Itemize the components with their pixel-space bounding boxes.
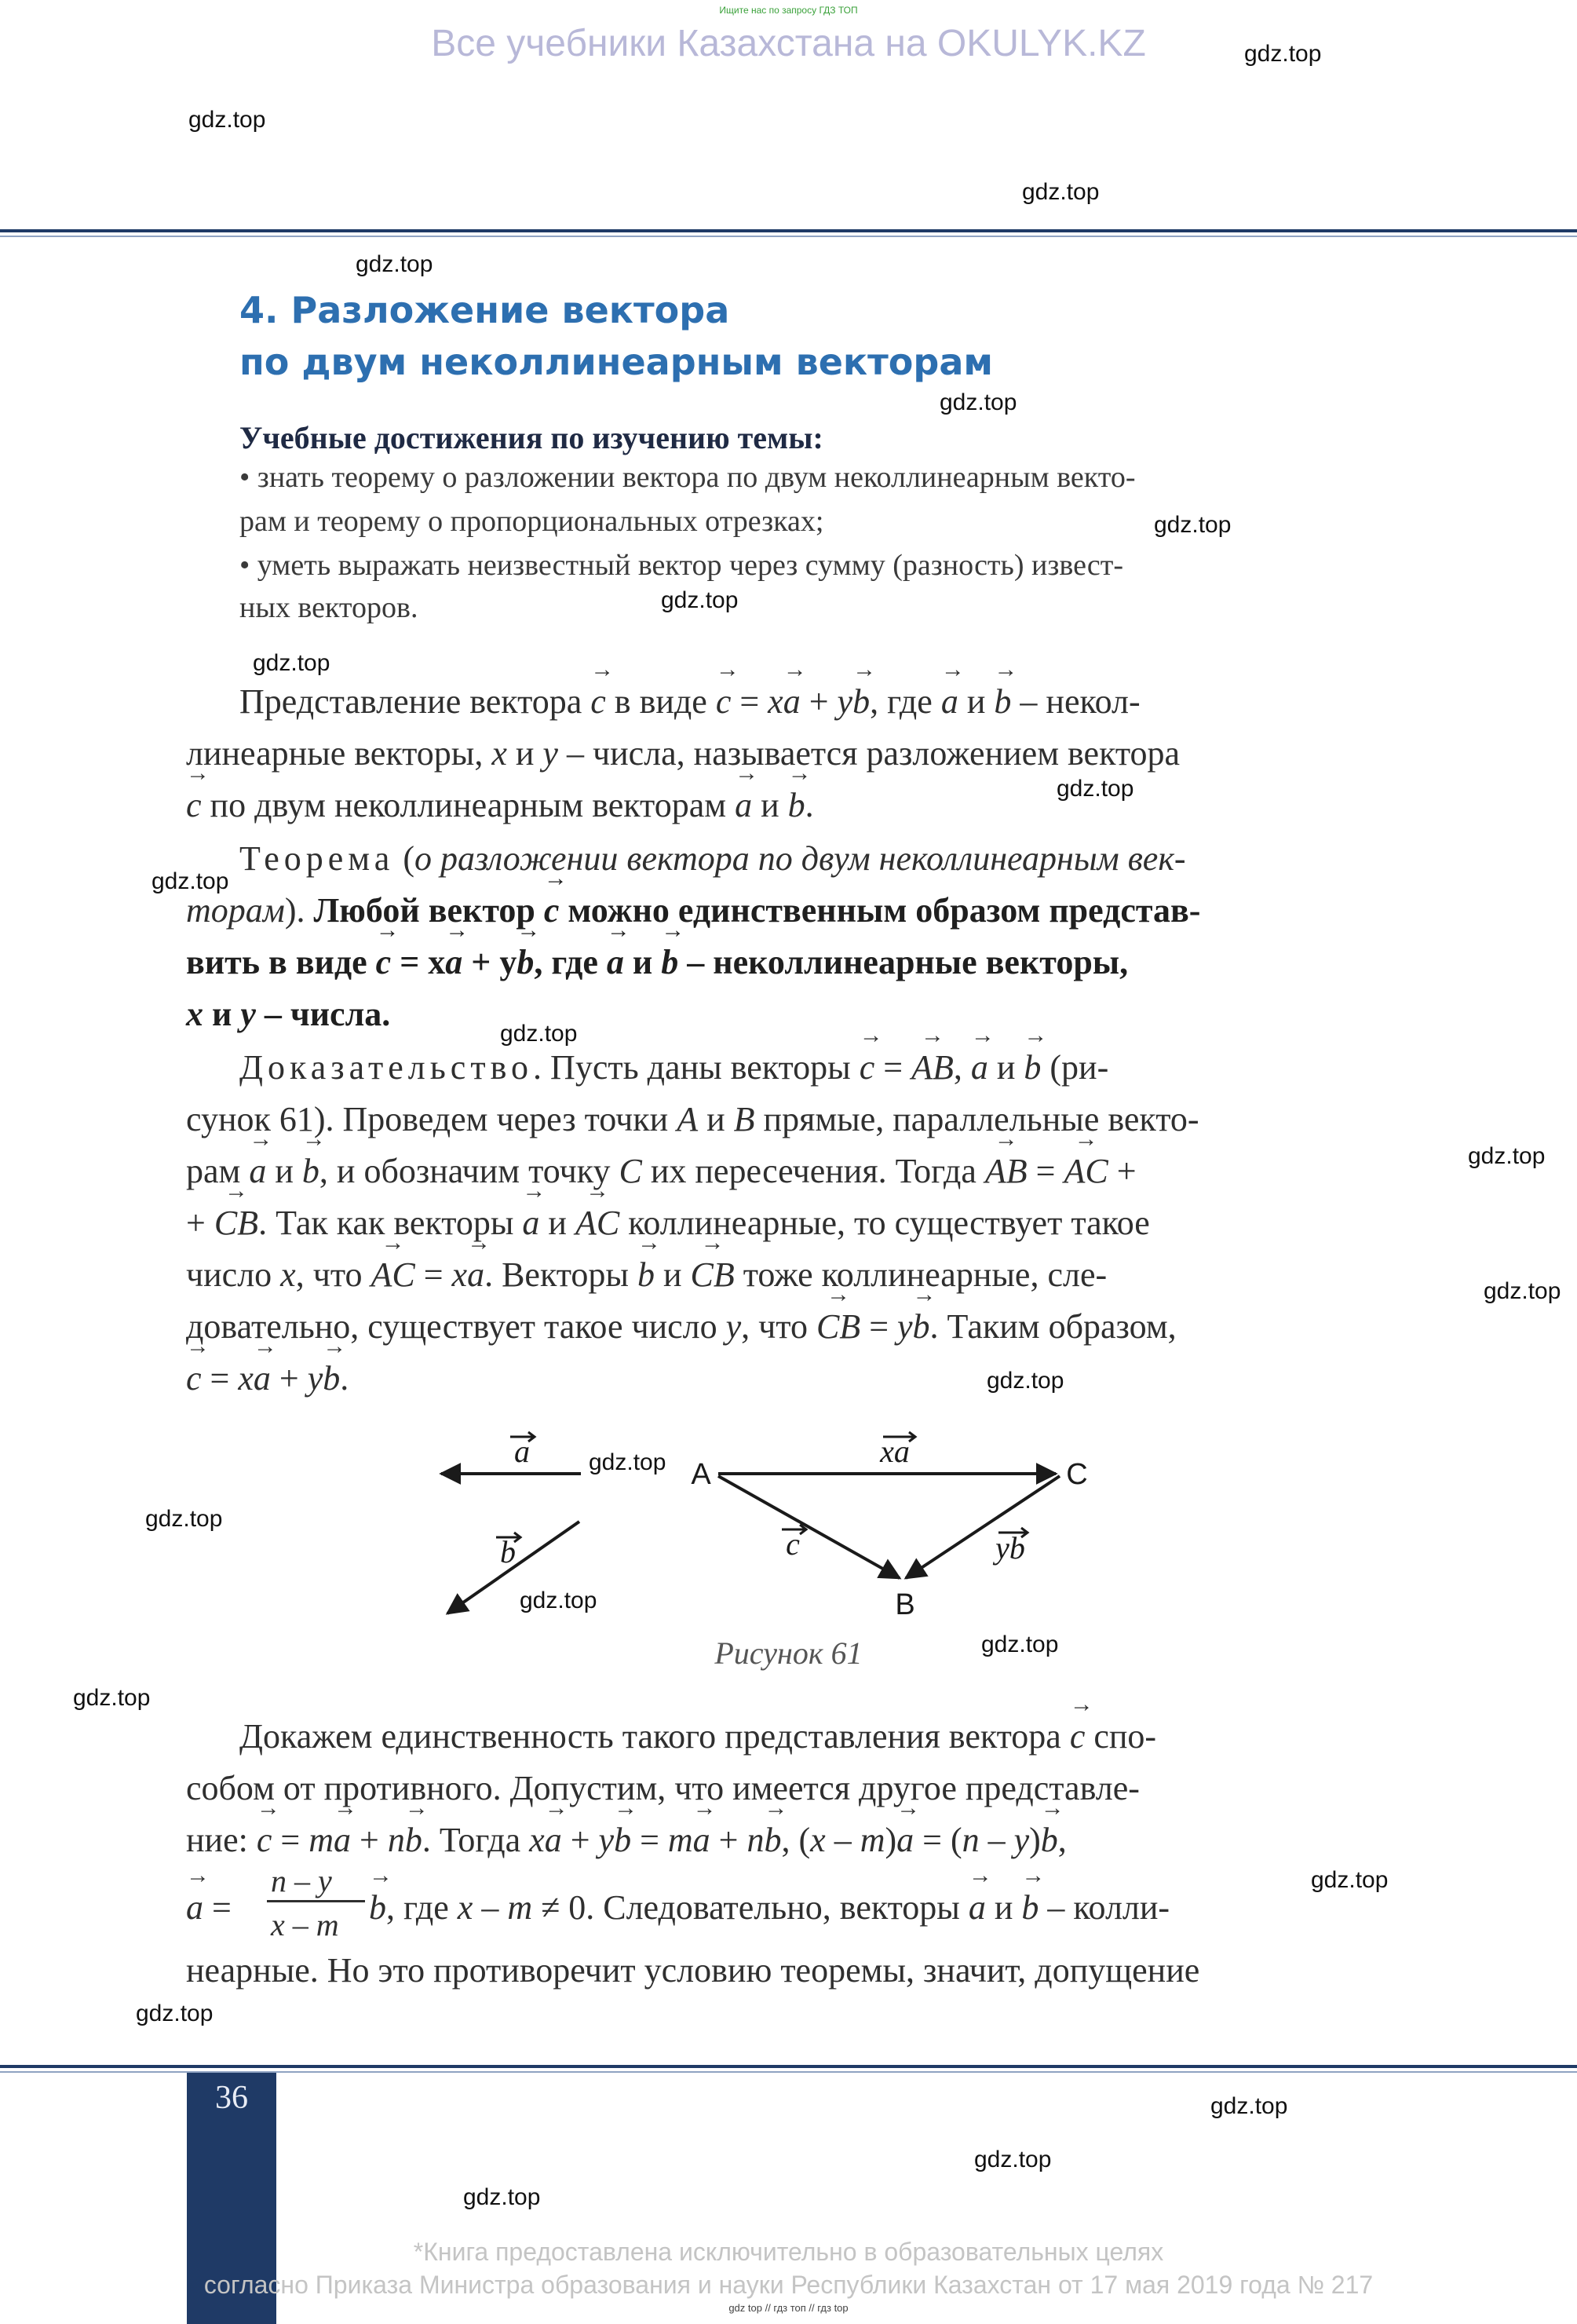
label-c: c xyxy=(786,1526,800,1562)
figure-61 xyxy=(424,1429,1130,1633)
definition-line: линеарные векторы, x и y – числа, называется разложением вектора xyxy=(186,734,1181,773)
watermark: gdz.top xyxy=(520,1588,597,1613)
watermark: gdz.top xyxy=(1057,776,1134,802)
section-heading xyxy=(239,284,993,388)
objective-line: • уметь выражать неизвестный вектор через сумму (разность) извест- xyxy=(239,549,1124,582)
watermark: gdz.top xyxy=(1022,179,1100,205)
proof-line: Доказательство. Пусть даны векторы → c = → AB, → a и → b (ри- xyxy=(239,1047,1108,1087)
proof-line: число x, что → AC = x→ a. Векторы → b и → CB тоже коллинеарные, сле- xyxy=(186,1255,1107,1295)
uniqueness-line: Докажем единственность такого представления вектора → c спо- xyxy=(239,1716,1156,1756)
fraction-bar xyxy=(267,1900,365,1902)
watermark: gdz.top xyxy=(1244,41,1322,67)
vector-c-arrow xyxy=(718,1476,900,1578)
top-rule-thin xyxy=(0,236,1577,237)
label-a: a xyxy=(514,1434,530,1469)
objectives-title: Учебные достижения по изучению темы: xyxy=(239,420,823,455)
footer-note-1: *Книга предоставлена исключительно в образовательных целях xyxy=(413,2238,1164,2266)
proof-line: сунок 61). Проведем через точки A и B прямые, параллельные векто- xyxy=(186,1100,1199,1138)
watermark: gdz.top xyxy=(500,1021,578,1047)
watermark: gdz.top xyxy=(589,1449,666,1475)
watermark: gdz.top xyxy=(987,1368,1064,1394)
footer-links[interactable]: gdz top // гдз топ // гдз top xyxy=(728,2302,849,2314)
watermark: gdz.top xyxy=(1154,512,1232,538)
watermark: gdz.top xyxy=(73,1685,151,1711)
proof-line: + → CB. Так как векторы → a и → AC коллинеарные, то существует такое xyxy=(186,1203,1150,1243)
uniqueness-line: → a = xyxy=(186,1887,232,1928)
objective-line: рам и теорему о пропорциональных отрезках; xyxy=(239,505,824,538)
site-banner[interactable]: Все учебники Казахстана на OKULYK.KZ xyxy=(431,23,1146,64)
fraction-denominator: x – m xyxy=(271,1907,339,1942)
watermark: gdz.top xyxy=(1210,2093,1288,2119)
objective-line: • знать теорему о разложении вектора по двум неколлинеарным векто- xyxy=(239,461,1136,494)
objective-line: ных векторов. xyxy=(239,591,418,624)
watermark: gdz.top xyxy=(188,107,266,133)
watermark: gdz.top xyxy=(145,1506,223,1532)
theorem-line: вить в виде → c = x→ a + y→ b, где → a и → b – неколлинеарные векторы, xyxy=(186,942,1128,982)
proof-line: довательно, существует такое число y, что → CB = y→ b. Таким образом, xyxy=(186,1306,1177,1347)
search-hint: Ищите нас по запросу ГДЗ ТОП xyxy=(719,5,858,16)
figure-caption: Рисунок 61 xyxy=(714,1635,863,1671)
watermark: gdz.top xyxy=(136,2001,214,2026)
watermark: gdz.top xyxy=(974,2147,1052,2172)
definition-line: Представление вектора → c в виде → c = x→ a + y→ b, где → a и → b – некол- xyxy=(239,681,1141,722)
proof-line: рам → a и → b, и обозначим точку C их пересечения. Тогда → AB = → AC + xyxy=(186,1151,1137,1191)
watermark: gdz.top xyxy=(940,389,1017,415)
bottom-rule xyxy=(0,2065,1577,2068)
uniqueness-line: ние: → c = m→ a + n→ b. Тогда x→ a + y→ b = m→ a + n→ b, (x – m)→ a = (n – y)→ b, xyxy=(186,1820,1067,1860)
point-B: B xyxy=(895,1588,915,1621)
watermark: gdz.top xyxy=(1311,1867,1389,1893)
watermark: gdz.top xyxy=(661,587,739,613)
uniqueness-line: неарные. Но это противоречит условию теоремы, значит, допущение xyxy=(186,1951,1200,1990)
point-A: A xyxy=(691,1458,711,1491)
fraction-numerator: n – y xyxy=(271,1863,332,1898)
watermark: gdz.top xyxy=(253,650,330,676)
label-b: b xyxy=(500,1534,516,1569)
point-C: C xyxy=(1066,1458,1088,1491)
top-rule xyxy=(0,229,1577,232)
watermark: gdz.top xyxy=(151,868,229,894)
watermark: gdz.top xyxy=(1484,1278,1561,1304)
watermark: gdz.top xyxy=(981,1632,1059,1657)
uniqueness-line: → b, где x – m ≠ 0. Следовательно, векторы → a и → b – колли- xyxy=(369,1887,1170,1928)
theorem-line: Теорема (о разложении вектора по двум неколлинеарным век- xyxy=(239,839,1186,878)
watermark: gdz.top xyxy=(356,251,433,277)
heading-line-1: 4. Разложение вектора xyxy=(239,289,730,331)
label-xa: xa xyxy=(880,1434,910,1469)
page-number: 36 xyxy=(215,2080,248,2116)
vector-yb-arrow xyxy=(906,1476,1060,1578)
proof-line: → c = x→ a + y→ b. xyxy=(186,1358,349,1398)
heading-line-2: по двум неколлинеарным векторам xyxy=(239,341,993,383)
uniqueness-line: собом от противного. Допустим, что имеется другое представле- xyxy=(186,1769,1140,1807)
footer-note-2: согласно Приказа Министра образования и науки Республики Казахстан от 17 мая 2019 года № 217 xyxy=(203,2271,1374,2299)
theorem-line: x и y – числа. xyxy=(186,995,391,1033)
watermark: gdz.top xyxy=(1468,1143,1546,1169)
theorem-line: торам). Любой вектор → c можно единственным образом представ- xyxy=(186,890,1200,930)
definition-line: → c по двум неколлинеарным векторам → a и → b. xyxy=(186,785,814,825)
watermark: gdz.top xyxy=(463,2184,541,2210)
label-yb: yb xyxy=(995,1530,1025,1566)
